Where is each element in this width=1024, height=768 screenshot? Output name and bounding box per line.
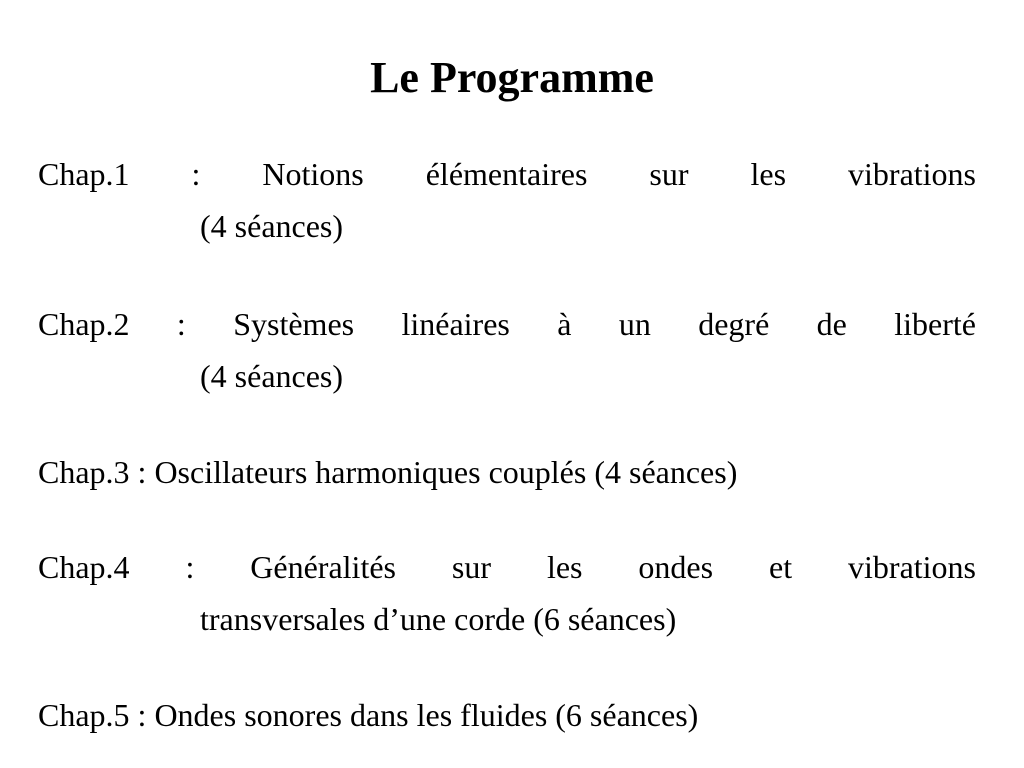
chapter-item-2 bbox=[38, 298, 976, 402]
chapter-3-line-1: Chap.3 : Oscillateurs harmoniques couplés (4 séances) bbox=[38, 454, 738, 490]
chapter-4-line-2: transversales d’une corde (6 séances) bbox=[200, 601, 677, 637]
chapter-1-line-1: Chap.1 : Notions élémentaires sur les vibrations bbox=[38, 156, 976, 192]
slide-title: Le Programme bbox=[370, 53, 654, 102]
chapter-item-1 bbox=[38, 148, 976, 252]
chapter-5-line-1: Chap.5 : Ondes sonores dans les fluides (6 séances) bbox=[38, 697, 699, 733]
chapter-item-5 bbox=[38, 689, 976, 741]
chapter-1-line-2: (4 séances) bbox=[200, 208, 344, 244]
chapter-item-3 bbox=[38, 446, 976, 498]
chapter-2-line-2: (4 séances) bbox=[200, 358, 344, 394]
chapter-item-4 bbox=[38, 541, 976, 645]
chapter-2-line-1: Chap.2 : Systèmes linéaires à un degré de liberté bbox=[38, 306, 976, 342]
chapter-4-line-1: Chap.4 : Généralités sur les ondes et vibrations bbox=[38, 549, 976, 585]
